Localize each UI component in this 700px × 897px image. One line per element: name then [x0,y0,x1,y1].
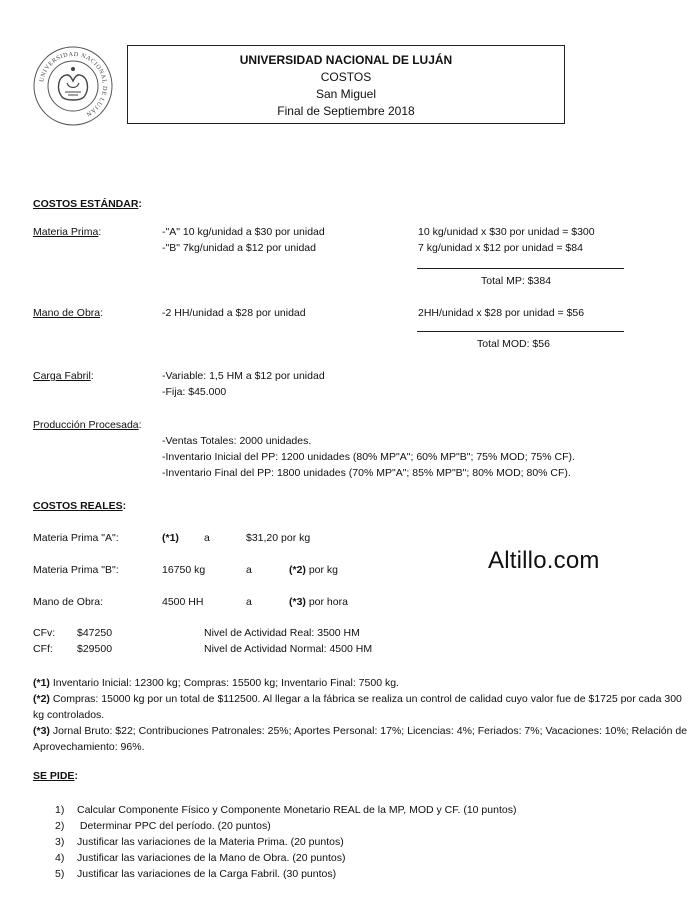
mp-calc-b: 7 kg/unidad x $12 por unidad = $84 [418,242,583,254]
header-subject: COSTOS [320,70,372,84]
real-cff-value: $29500 [77,643,113,655]
mp-line-b: -"B" 7kg/unidad a $12 por unidad [162,242,316,254]
se-pide-list [55,802,516,882]
section-standard-heading: COSTOS ESTÁNDAR: [33,198,142,210]
mo-line: -2 HH/unidad a $28 por unidad [162,307,306,319]
real-mpa-qty: (*1) [162,532,179,544]
prod-line-inicial: -Inventario Inicial del PP: 1200 unidades (80% MP"A"; 60% MP"B"; 75% MOD; 75% CF). [162,451,575,463]
prod-label: Producción Procesada: [33,419,142,431]
seal-ring-text: UNIVERSIDAD NACIONAL DE LUJÁN [38,50,109,118]
section-real-heading: COSTOS REALES: [33,500,127,512]
altillo-watermark: Altillo.com [488,547,600,574]
mp-line-a: -"A" 10 kg/unidad a $30 por unidad [162,226,325,238]
real-mpb-price: (*2) por kg [289,564,339,576]
list-item: 1) Calcular Componente Físico y Componente Monetario REAL de la MP, MOD y CF. (10 puntos) [55,804,517,816]
real-cff-label: CFf: [33,643,53,655]
real-mpb-a: a [246,564,252,576]
note-3: (*3) Jornal Bruto: $22; Contribuciones Patronales: 25%; Aportes Personal: 17%; Licencias: 4%; Feriados: 7%; Vacaciones: 10%; Relación de Aprovechamiento: 96%. [33,725,688,753]
real-mpb-qty: 16750 kg [162,564,206,576]
section-se-pide-heading: SE PIDE: [33,770,78,782]
note-2: (*2) Compras: 15000 kg por un total de $112500. Al llegar a la fábrica se realiza un control de calidad cuyo valor fue de $1725 por cada 300 kg controlados. [33,693,682,721]
real-cff-note: Nivel de Actividad Normal: 4500 HM [204,643,373,655]
cf-line-variable: -Variable: 1,5 HM a $12 por unidad [162,370,325,382]
header-box [127,45,565,124]
prod-line-ventas: -Ventas Totales: 2000 unidades. [162,435,312,447]
list-item: 2) Determinar PPC del período. (20 puntos) [55,820,271,832]
real-mo-qty: 4500 HH [162,596,204,608]
real-mpa-label: Materia Prima "A": [33,532,119,544]
real-mo-label: Mano de Obra: [33,596,104,608]
real-mpa-price: $31,20 por kg [246,532,311,544]
university-seal-logo [32,45,114,127]
real-mpa-a: a [204,532,210,544]
mp-total: Total MP: $384 [481,275,552,287]
real-mo-a: a [246,596,252,608]
real-cfv-note: Nivel de Actividad Real: 3500 HM [204,627,360,639]
real-cfv-value: $47250 [77,627,113,639]
mp-calc-a: 10 kg/unidad x $30 por unidad = $300 [418,226,595,238]
mo-calc: 2HH/unidad x $28 por unidad = $56 [418,307,585,319]
prod-line-final: -Inventario Final del PP: 1800 unidades (70% MP"A"; 85% MP"B"; 80% MOD; 80% CF). [162,467,571,479]
real-mo-price: (*3) por hora [289,596,348,608]
list-item: 5) Justificar las variaciones de la Carga Fabril. (30 puntos) [55,868,337,880]
note-1: (*1) Inventario Inicial: 12300 kg; Compras: 15500 kg; Inventario Final: 7500 kg. [33,677,399,689]
mp-total-rule [417,268,624,269]
header-university: UNIVERSIDAD NACIONAL DE LUJÁN [239,53,453,67]
header-exam: Final de Septiembre 2018 [277,104,415,118]
cf-line-fija: -Fija: $45.000 [162,386,227,398]
real-mpb-label: Materia Prima "B": [33,564,119,576]
header-campus: San Miguel [315,87,377,101]
list-item: 4) Justificar las variaciones de la Mano de Obra. (20 puntos) [55,852,346,864]
mo-total: Total MOD: $56 [477,338,550,350]
mp-label: Materia Prima: [33,226,102,238]
mo-total-rule [417,331,624,332]
list-item: 3) Justificar las variaciones de la Materia Prima. (20 puntos) [55,836,344,848]
mo-label: Mano de Obra: [33,307,104,319]
real-cfv-label: CFv: [33,627,56,639]
cf-label: Carga Fabril: [33,370,94,382]
